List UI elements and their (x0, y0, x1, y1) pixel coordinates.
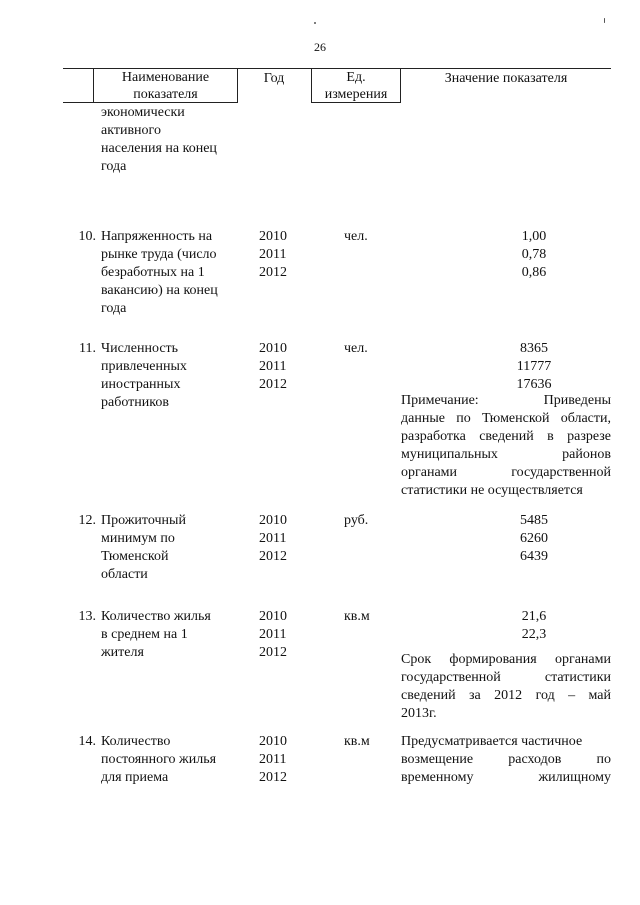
row-number: 13. (78, 609, 96, 624)
table-header (63, 68, 611, 103)
unit: руб. (344, 513, 369, 528)
years: 2010 2011 2012 (259, 229, 287, 280)
years: 2010 2011 2012 (259, 341, 287, 392)
values: 8365 11777 17636 (516, 341, 552, 392)
header-rule (63, 102, 93, 103)
scan-speck (604, 18, 605, 23)
years: 2010 2011 2012 (259, 609, 287, 660)
scan-speck (314, 22, 316, 24)
indicator-name: Количество жилья в среднем на 1 жителя (101, 609, 211, 660)
indicator-name: экономически активного населения на конец года (101, 105, 217, 174)
unit: кв.м (344, 609, 370, 624)
values: 1,00 0,78 0,86 (521, 229, 547, 280)
indicator-name: Количество постоянного жилья для приема (101, 734, 217, 785)
header-rule (94, 102, 237, 103)
indicator-name: Напряженность на рынке труда (число безработных на 1 вакансию) на конец года (101, 229, 218, 316)
row-number: 14. (78, 734, 96, 749)
indicator-name: Прожиточный минимум по Тюменской области (101, 513, 186, 582)
header-year: Год (263, 71, 285, 86)
page-number: 26 (314, 40, 326, 54)
years: 2010 2011 2012 (259, 513, 287, 564)
note: Примечание: Приведены данные по Тюменской области, разработка сведений в разрезе муниципальных районов органами государственной статистики не осуществляется (401, 393, 611, 498)
indicator-name: Численность привлеченных иностранных работников (101, 341, 187, 410)
note: Срок формирования органами государственной статистики сведений за 2012 год – май 2013г. (401, 652, 611, 721)
row-number: 10. (78, 229, 96, 244)
unit: кв.м (344, 734, 370, 749)
values: 5485 6260 6439 (520, 513, 548, 564)
unit: чел. (344, 229, 368, 244)
header-value: Значение показателя (444, 71, 568, 86)
header-rule (312, 102, 400, 103)
header-unit: Ед. измерения (324, 70, 388, 102)
years: 2010 2011 2012 (259, 734, 287, 785)
header-name: Наименование показателя (121, 70, 210, 102)
values: 21,6 22,3 (521, 609, 547, 642)
unit: чел. (344, 341, 368, 356)
note: Предусматривается частичное возмещение расходов по временному жилищному (401, 734, 611, 785)
row-number: 12. (78, 513, 96, 528)
row-number: 11. (79, 341, 96, 356)
